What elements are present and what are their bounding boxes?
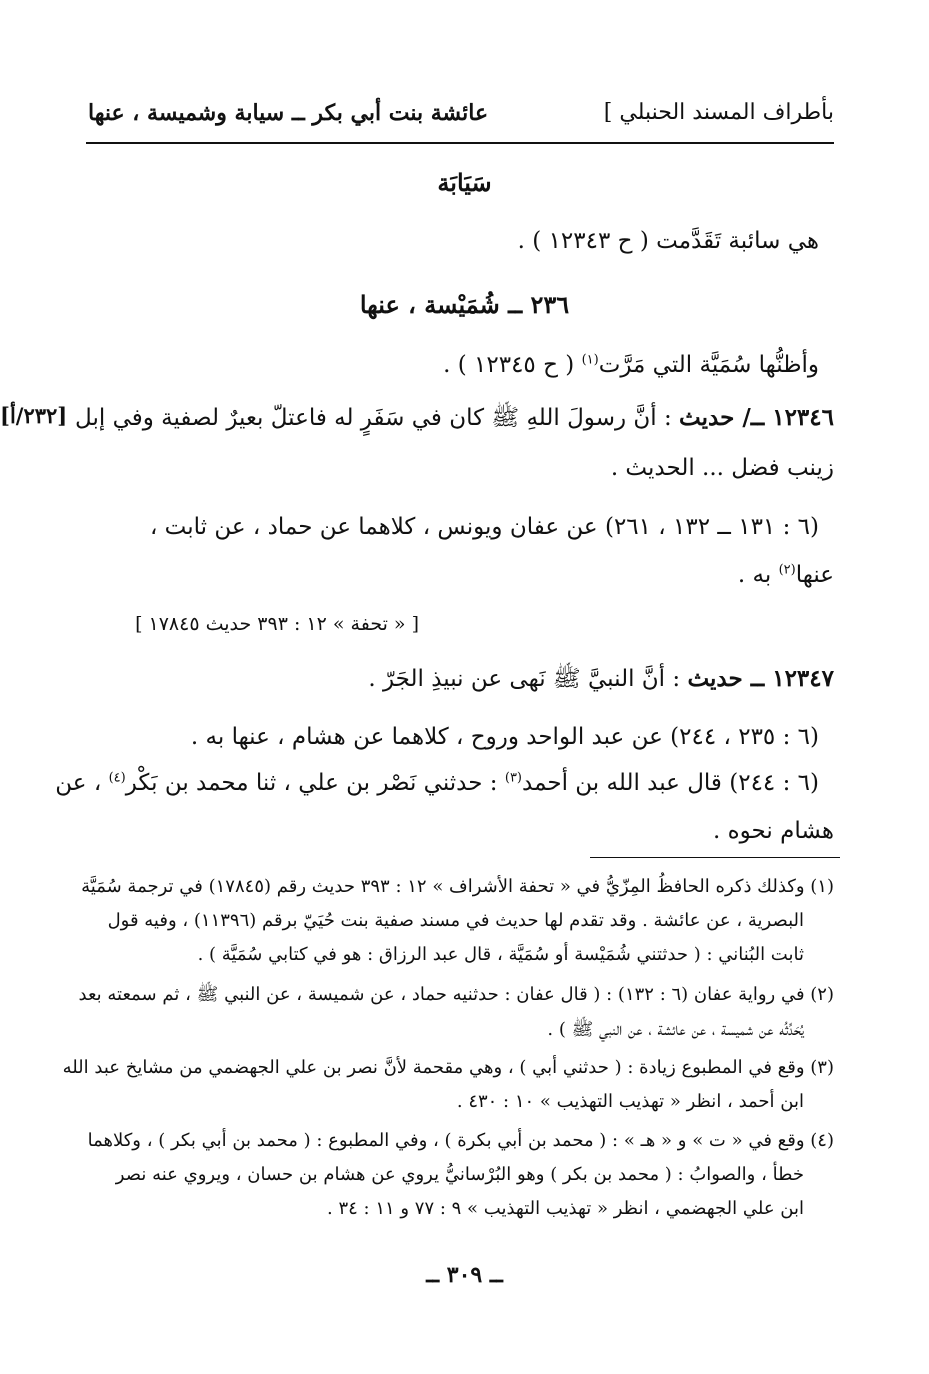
header-rule (86, 142, 834, 144)
hadith-12346-line1: ١٢٣٤٦ ــ/ حديث : أنَّ رسولَ اللهِ ﷺ كان في سَفَرٍ له فاعتلّ بعيرٌ لصفية وفي إبل (75, 404, 834, 431)
section-sayaba-text: هي سائبة تَقَدَّمت ( ح ١٢٣٤٣ ) . (517, 228, 819, 254)
section-title-shumaysa: ٢٣٦ ــ شُمَيْسة ، عنها (359, 290, 570, 319)
hadith-12347-source3: هشام نحوه . (712, 818, 834, 844)
footnote-1-line1: (١) وكذلك ذكره الحافظُ المِزّيُّ في « تحفة الأشراف » ١٢ : ٣٩٣ حديث رقم (١٧٨٤٥) في ترجمة سُمَيَّة (81, 876, 834, 897)
footnote-3-line2: ابن أحمد ، انظر « تهذيب التهذيب » ١٠ : ٤٣٠ . (456, 1091, 804, 1112)
footnote-ref-4: (٤) (108, 770, 126, 786)
running-header-book-title: بأطراف المسند الحنبلي ] (603, 100, 834, 125)
hadith-12347-source1: (٦ : ٢٣٥ ، ٢٤٤) عن عبد الواحد وروح ، كلاهما عن هشام ، عنها به . (190, 724, 819, 750)
hadith-number: ١٢٣٤٦ ــ/ حديث (679, 404, 834, 431)
footnote-1-line2: البصرية ، عن عائشة . وقد تقدم لها حديث في مسند صفية بنت حُيَيّ برقم (١١٣٩٦) ، وفيه قول (107, 910, 804, 931)
footnote-ref-2: (٢) (778, 562, 796, 578)
footnote-2-line1: (٢) في رواية عفان (٦ : ١٣٢) : ( قال عفان : حدثنيه حماد ، عن شميسة ، عن النبي ﷺ ، ثم سمعته بعد (78, 984, 834, 1005)
tuhfa-reference: [ « تحفة » ١٢ : ٣٩٣ حديث ١٧٨٤٥ ] (135, 613, 419, 635)
footnote-ref-1: (١) (581, 352, 599, 368)
footnote-1-line3: ثابت البُناني : ( حدثتني شُمَيْسة أو سُمَيَّة ، قال عبد الرزاق : هو في كتابي سُمَيَّة ) . (197, 944, 804, 965)
footnote-rule (590, 857, 840, 858)
footnote-4-line3: ابن علي الجهضمي ، انظر « تهذيب التهذيب » ٩ : ٧٧ و ١١ : ٣٤ . (327, 1198, 804, 1219)
hadith-12347-source2: (٦ : ٢٤٤) قال عبد الله بن أحمد$^{(٣)}$ : حدثني نَصْر بن علي ، ثنا محمد بن بَكْر$^{(٤)}$ ، عن (55, 770, 819, 796)
hadith-12346-source-line2: عنها$^{(٢)}$ به . (737, 562, 834, 588)
running-header-chapter-title: عائشة بنت أبي بكر ــ سيابة وشميسة ، عنها (88, 100, 489, 126)
section-shumaysa-text: وأظنُّها سُمَيَّة التي مَرَّت$^{(١)}$ ( ح ١٢٣٤٥ ) . (443, 352, 819, 378)
page-number: ــ ٣٠٩ ــ (426, 1262, 503, 1288)
section-title-sayaba: سَيَابَة (437, 168, 492, 197)
margin-folio-note: [٢٣٢/أ] (0, 403, 68, 428)
hadith-number: ١٢٣٤٧ ــ حديث (687, 665, 834, 692)
hadith-12346-line2: زينب فضل ... الحديث . (610, 455, 834, 481)
hadith-12347-line: ١٢٣٤٧ ــ حديث : أنَّ النبيَّ ﷺ نَهى عن نبيذِ الجَرّ . (368, 665, 834, 692)
footnote-2-line2: يُحَدِّثُه عن شميسة ، عن عائشة ، عن النبي ﷺ ) . (547, 1019, 804, 1040)
footnote-3-line1: (٣) وقع في المطبوع زيادة : ( حدثني أبي ) ، وهي مقحمة لأنَّ نصر بن علي الجهضمي من مشايخ عبد الله (62, 1057, 834, 1078)
footnote-4-line2: خطأ ، والصوابُ : ( محمد بن بكر ) وهو البُرْسانيُّ يروي عن هشام بن حسان ، ويروي عنه نصر (115, 1164, 804, 1185)
footnote-ref-3: (٣) (504, 770, 522, 786)
footnote-4-line1: (٤) وقع في « ت » و « هـ » : ( محمد بن أبي بكرة ) ، وفي المطبوع : ( محمد بن أبي بكر ) ، وكلاهما (87, 1130, 834, 1151)
hadith-12346-source-line1: (٦ : ١٣١ ــ ١٣٢ ، ٢٦١) عن عفان ويونس ، كلاهما عن حماد ، عن ثابت ، (149, 514, 819, 540)
